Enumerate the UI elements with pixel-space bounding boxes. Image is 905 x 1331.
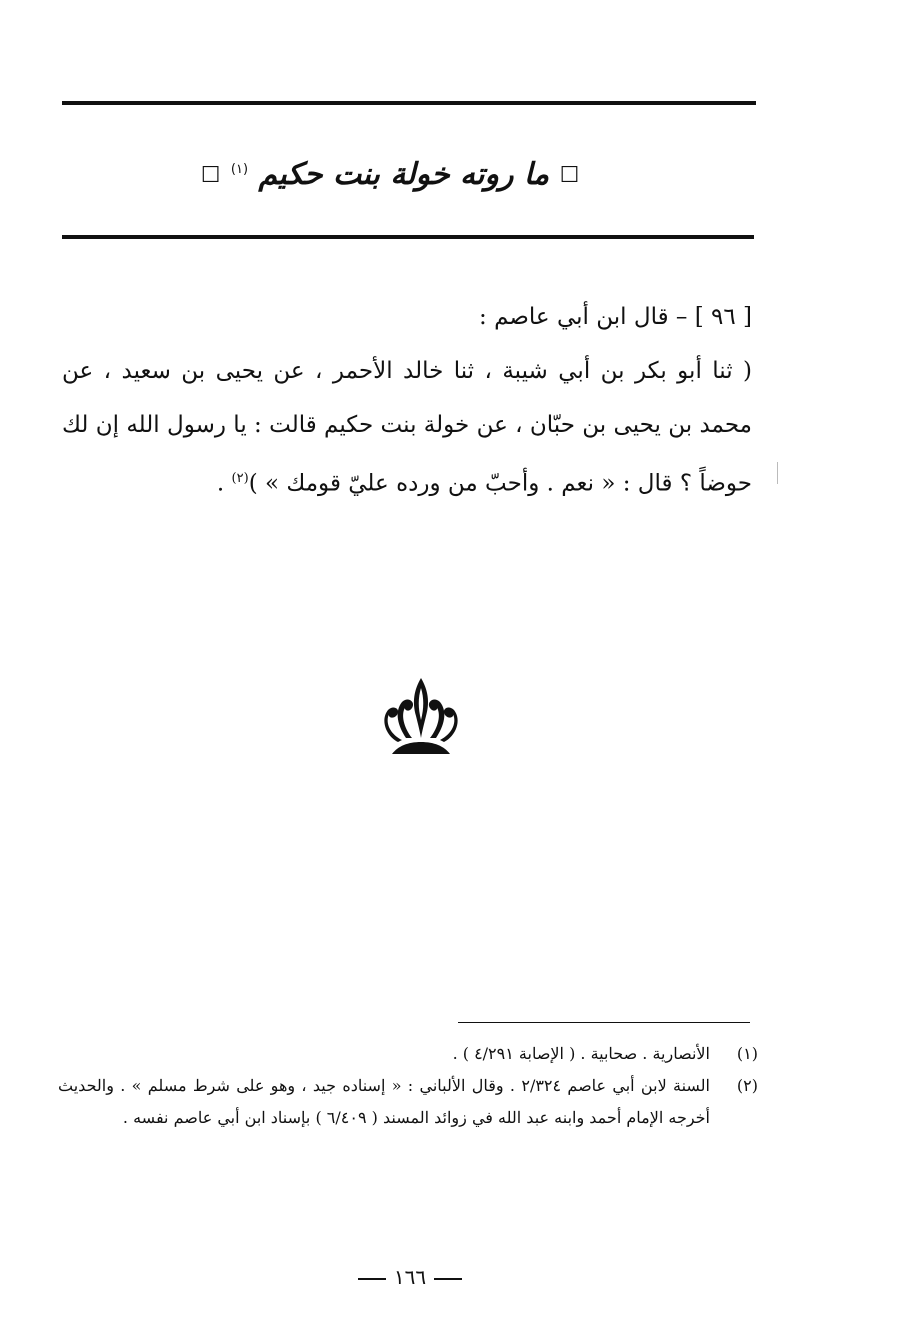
hollow-square-icon: ☐ <box>559 162 580 188</box>
dash <box>434 1278 462 1280</box>
footnote-ref: (١) <box>230 162 249 177</box>
footnotes <box>58 1038 758 1134</box>
footnote-ref: (٢) <box>231 471 249 486</box>
hadith-text <box>62 290 752 511</box>
fleuron-ornament-icon <box>378 676 464 756</box>
top-rule <box>62 101 756 105</box>
margin-mark <box>777 462 778 484</box>
page-number <box>340 1262 480 1292</box>
chapter-heading <box>150 140 630 200</box>
footnote-item <box>58 1038 758 1070</box>
footnote-item <box>58 1070 758 1134</box>
hadith-end: . <box>216 470 225 497</box>
dash <box>358 1278 386 1280</box>
footnote-text: الأنصارية . صحابية . ( الإصابة ٤/٢٩١ ) . <box>452 1044 710 1063</box>
footnote-number: (١) <box>736 1044 758 1063</box>
footnote-text: السنة لابن أبي عاصم ٢/٣٢٤ . وقال الألباني : « إسناده جيد ، وهو على شرط مسلم » . والحديث أخرجه الإمام أحمد وابنه عبد الله في زوائد المسند ( ٦/٤٠٩ ) بإسناد ابن أبي عاصم نفسه . <box>58 1076 711 1127</box>
hadith-intro: [ ٩٦ ] – قال ابن أبي عاصم : <box>479 304 752 330</box>
chapter-title: ما روته خولة بنت حكيم <box>258 157 550 192</box>
bottom-rule <box>62 235 754 239</box>
footnote-separator <box>458 1022 750 1023</box>
hadith-narration: ( ثنا أبو بكر بن أبي شيبة ، ثنا خالد الأحمر ، عن يحيى بن سعيد ، عن محمد بن يحيى بن حبّان ، عن خولة بنت حكيم قالت : يا رسول الله إن لك حوضاً ؟ قال : « نعم . وأحبّ من ورده عليّ قومك » ) <box>62 358 752 497</box>
hadith-body <box>62 344 752 511</box>
hollow-square-icon: ☐ <box>200 162 221 188</box>
page-number-value: ١٦٦ <box>393 1265 427 1289</box>
footnote-number: (٢) <box>736 1076 758 1095</box>
